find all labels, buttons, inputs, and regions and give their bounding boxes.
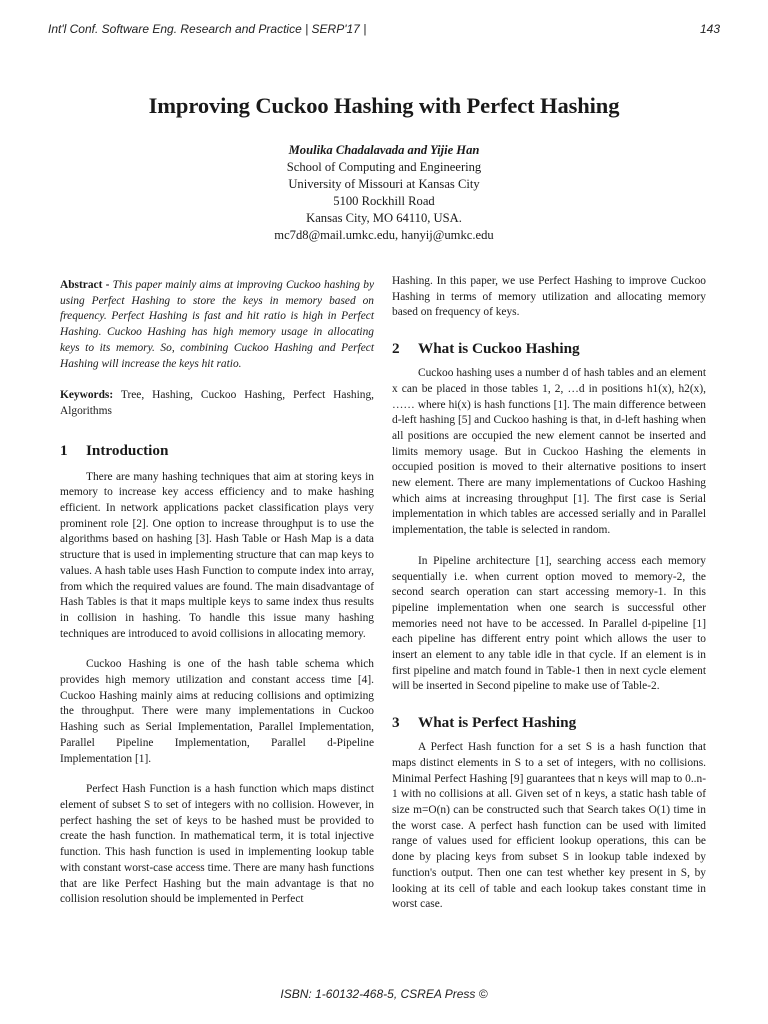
keywords-label: Keywords: [60,389,114,402]
running-header: Int'l Conf. Software Eng. Research and Practice | SERP'17 | [48,22,367,36]
cuckoo-paragraph-2: In Pipeline architecture [1], searching access each memory sequentially i.e. when current option moved to memory-2, the second search operation can start accessing memory-1. In this pipeline implementation when one search is successful other memories need not have to be accessed. In Parallel d-pipeline [1] each pipeline has different entry point which allows the user to insert an element to any table idle in that cycle. If an element is in first pipeline and match found in Table-1 then in next cycle element will be inserted in Second pipeline to make use of Table-2. [392,554,706,693]
right-column [392,274,706,913]
author-names: Moulika Chadalavada and Yijie Han [288,143,480,157]
section-number: 1 [60,441,68,459]
intro-paragraph-continuation: Hashing. In this paper, we use Perfect Hashing to improve Cuckoo Hashing in terms of memory utilization and allocating memory based on frequency of keys. [392,275,706,319]
abstract-text: This paper mainly aims at improving Cuckoo hashing by using Perfect Hashing to store the keys in memory based on frequency. Perfect Hashing is fast and hit ratio is high in Perfect Hashing. Cuckoo Hashing has high memory usage in allocating keys to its memory. So, combining Cuckoo Hashing and Perfect Hashing will increase the keys hit ratio. [60,279,375,370]
section-heading-perfect [392,713,706,733]
page-number: 143 [699,22,720,36]
section-heading-cuckoo [392,339,706,359]
abstract-label: Abstract - [60,279,110,291]
affiliation-line: University of Missouri at Kansas City [288,177,480,191]
intro-paragraph-1: There are many hashing techniques that aim at storing keys in memory to increase key access efficiency and to make hashing efficient. In network applications packet classification plays very prominent role [2]. One option to increase throughput is to use the algorithms based on hashing [3]. Hash Table or Hash Map is a data structure that is used in implementing structure that can map keys to values. A hash table uses Hash Function to compute index into array, from which the required values are found. The main disadvantage of Hash Tables is that it maps multiple keys to same index thus results in collision in hashing. To handle this issue many hashing techniques are introduced to avoid collisions in allocating memory. [60,470,374,640]
cuckoo-paragraph-1: Cuckoo hashing uses a number d of hash tables and an element x can be placed in those tables 1, 2, …d in positions h1(x), h2(x), …… where hi(x) is hash functions [1]. The main difference between d-left hashing [5] and Cuckoo hashing is that, in d-left hashing when all positions are occupied the new element cannot be inserted and limits memory usage. But in Cuckoo Hashing the elements in occupied position is moved to their alternative positions to insert new element. There are many implementations of Cuckoo Hashing which aims at increasing throughput [1]. The first case is Serial implementation in which tables are accessed serially and in Parallel implementation, the table is selected in random. [392,367,706,537]
affiliation-line: Kansas City, MO 64110, USA. [306,211,462,225]
paper-title: Improving Cuckoo Hashing with Perfect Hashing [148,93,620,118]
section-title: Introduction [86,441,169,459]
intro-paragraph-3: Perfect Hash Function is a hash function which maps distinct element of subset S to set of integers with no collision. However, in perfect hashing the set of keys to be hashed must be provided to create the hash function. In mathematical term, it is total injective function. This hash function is used in implementing lookup table with constant worst-case access time. There are many hash functions that are like Perfect Hashing but the main advantage is that no collision resolution should be implemented in Perfect [60,783,374,906]
perfect-paragraph-1: A Perfect Hash function for a set S is a hash function that maps distinct elements in S to a set of integers, with no collisions. Minimal Perfect Hashing [9] guarantees that n keys will map to 0..n-1 with no collisions at all. Given set of n keys, a static hash table of size m=O(n) can be constructed such that Search takes O(1) time in the worst case. A perfect hash function can be used with limited range of values used for efficient lookup operations, this can be done by placing keys from subset S in lookup table indexed by function's output. Then one can test whether key present in S, by looking at its cell of table and each lookup takes constant time in worst case. [392,741,706,911]
page-footer: ISBN: 1-60132-468-5, CSREA Press © [280,987,488,1001]
author-emails: mc7d8@mail.umkc.edu, hanyij@umkc.edu [274,228,494,242]
affiliation-line: 5100 Rockhill Road [333,194,435,208]
intro-paragraph-2: Cuckoo Hashing is one of the hash table schema which provides high memory utilization and constant access time [4]. Cuckoo Hashing mainly aims at reducing collisions and optimizing the throughput. There were many implementations in Cuckoo Hashing such as Serial Implementation, Parallel Implementation, Parallel Pipeline Implementation, Parallel d-Pipeline Implementation [1]. [60,658,374,765]
section-title: What is Cuckoo Hashing [418,340,580,358]
section-number: 3 [392,714,400,732]
abstract [60,278,374,372]
affiliation-line: School of Computing and Engineering [286,160,482,174]
keywords-text: Tree, Hashing, Cuckoo Hashing, Perfect Hashing, Algorithms [60,389,374,417]
section-heading-introduction [60,441,374,461]
keywords [60,388,374,419]
left-column [60,274,374,908]
author-block [0,142,768,244]
section-number: 2 [392,340,400,358]
section-title: What is Perfect Hashing [418,714,577,732]
